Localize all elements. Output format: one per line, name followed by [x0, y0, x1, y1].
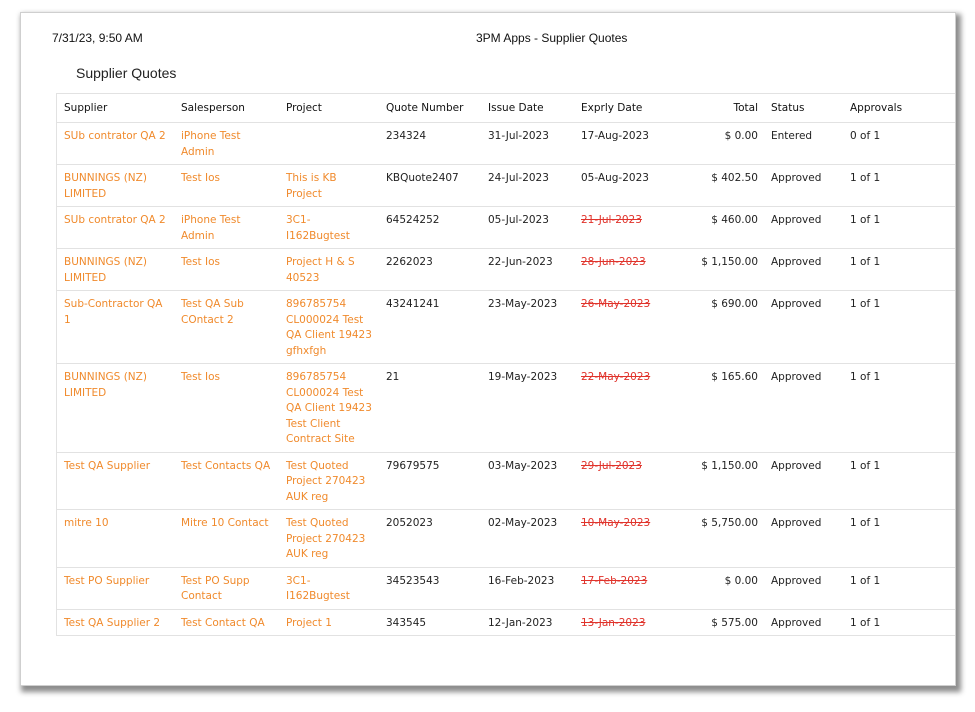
- status-text: Entered: [764, 123, 843, 165]
- issue-date: 23-May-2023: [481, 291, 574, 364]
- quote-number: 43241241: [379, 291, 481, 364]
- quote-number: 34523543: [379, 567, 481, 609]
- quote-number: 343545: [379, 609, 481, 636]
- print-date: 7/31/23, 9:50 AM: [52, 31, 143, 45]
- column-header-expiry-date[interactable]: Exprly Date: [574, 94, 666, 123]
- total-amount: $ 165.60: [666, 364, 764, 453]
- salesperson-link[interactable]: iPhone Test Admin: [174, 123, 279, 165]
- expiry-date: 26-May-2023: [574, 291, 666, 364]
- column-header-issue-date[interactable]: Issue Date: [481, 94, 574, 123]
- issue-date: 31-Jul-2023: [481, 123, 574, 165]
- salesperson-link[interactable]: Test QA Sub COntact 2: [174, 291, 279, 364]
- table-row[interactable]: [57, 291, 956, 364]
- project-link[interactable]: 3C1-I162Bugtest: [279, 207, 379, 249]
- project-link[interactable]: Project H & S 40523: [279, 249, 379, 291]
- issue-date: 16-Feb-2023: [481, 567, 574, 609]
- column-header-approvals[interactable]: Approvals: [843, 94, 956, 123]
- table-row[interactable]: [57, 207, 956, 249]
- status-text: Approved: [764, 452, 843, 510]
- approvals-count: 1 of 1: [843, 165, 956, 207]
- salesperson-link[interactable]: Test Ios: [174, 165, 279, 207]
- supplier-link[interactable]: Sub-Contractor QA 1: [57, 291, 174, 364]
- column-header-supplier[interactable]: Supplier: [57, 94, 174, 123]
- salesperson-link[interactable]: Test Ios: [174, 249, 279, 291]
- quote-number: 79679575: [379, 452, 481, 510]
- expiry-date: 29-Jul-2023: [574, 452, 666, 510]
- approvals-count: 0 of 1: [843, 123, 956, 165]
- table-row[interactable]: [57, 165, 956, 207]
- table-row[interactable]: [57, 510, 956, 568]
- supplier-link[interactable]: Test PO Supplier: [57, 567, 174, 609]
- approvals-count: 1 of 1: [843, 249, 956, 291]
- expiry-date: 10-May-2023: [574, 510, 666, 568]
- supplier-link[interactable]: SUb contrator QA 2: [57, 123, 174, 165]
- salesperson-link[interactable]: iPhone Test Admin: [174, 207, 279, 249]
- total-amount: $ 5,750.00: [666, 510, 764, 568]
- project-link[interactable]: Test Quoted Project 270423 AUK reg: [279, 452, 379, 510]
- expiry-date: 22-May-2023: [574, 364, 666, 453]
- status-text: Approved: [764, 364, 843, 453]
- total-amount: $ 1,150.00: [666, 249, 764, 291]
- issue-date: 24-Jul-2023: [481, 165, 574, 207]
- printed-page: [20, 12, 956, 686]
- approvals-count: 1 of 1: [843, 452, 956, 510]
- supplier-link[interactable]: BUNNINGS (NZ) LIMITED: [57, 249, 174, 291]
- supplier-link[interactable]: BUNNINGS (NZ) LIMITED: [57, 165, 174, 207]
- status-text: Approved: [764, 609, 843, 636]
- total-amount: $ 575.00: [666, 609, 764, 636]
- approvals-count: 1 of 1: [843, 567, 956, 609]
- approvals-count: 1 of 1: [843, 364, 956, 453]
- table-row[interactable]: [57, 249, 956, 291]
- salesperson-link[interactable]: Test Contact QA: [174, 609, 279, 636]
- issue-date: 22-Jun-2023: [481, 249, 574, 291]
- approvals-count: 1 of 1: [843, 609, 956, 636]
- expiry-date: 28-Jun-2023: [574, 249, 666, 291]
- column-header-quote-number[interactable]: Quote Number: [379, 94, 481, 123]
- table-row[interactable]: [57, 567, 956, 609]
- quotes-table-container: [56, 93, 956, 636]
- table-row[interactable]: [57, 364, 956, 453]
- expiry-date: 05-Aug-2023: [574, 165, 666, 207]
- expiry-date: 17-Feb-2023: [574, 567, 666, 609]
- supplier-link[interactable]: BUNNINGS (NZ) LIMITED: [57, 364, 174, 453]
- status-text: Approved: [764, 165, 843, 207]
- salesperson-link[interactable]: Test PO Supp Contact: [174, 567, 279, 609]
- column-header-status[interactable]: Status: [764, 94, 843, 123]
- project-link[interactable]: [279, 123, 379, 165]
- page-title: Supplier Quotes: [76, 65, 177, 81]
- expiry-date: 21-Jul-2023: [574, 207, 666, 249]
- column-header-total[interactable]: Total: [666, 94, 764, 123]
- total-amount: $ 0.00: [666, 567, 764, 609]
- status-text: Approved: [764, 207, 843, 249]
- supplier-quotes-table: [57, 94, 956, 636]
- print-title: 3PM Apps - Supplier Quotes: [476, 31, 628, 45]
- salesperson-link[interactable]: Test Ios: [174, 364, 279, 453]
- issue-date: 02-May-2023: [481, 510, 574, 568]
- quote-number: 21: [379, 364, 481, 453]
- status-text: Approved: [764, 567, 843, 609]
- status-text: Approved: [764, 249, 843, 291]
- project-link[interactable]: This is KB Project: [279, 165, 379, 207]
- supplier-link[interactable]: Test QA Supplier: [57, 452, 174, 510]
- approvals-count: 1 of 1: [843, 291, 956, 364]
- total-amount: $ 460.00: [666, 207, 764, 249]
- quote-number: 64524252: [379, 207, 481, 249]
- supplier-link[interactable]: mitre 10: [57, 510, 174, 568]
- quote-number: 2262023: [379, 249, 481, 291]
- issue-date: 03-May-2023: [481, 452, 574, 510]
- expiry-date: 17-Aug-2023: [574, 123, 666, 165]
- column-header-salesperson[interactable]: Salesperson: [174, 94, 279, 123]
- issue-date: 19-May-2023: [481, 364, 574, 453]
- supplier-link[interactable]: SUb contrator QA 2: [57, 207, 174, 249]
- approvals-count: 1 of 1: [843, 207, 956, 249]
- total-amount: $ 402.50: [666, 165, 764, 207]
- total-amount: $ 1,150.00: [666, 452, 764, 510]
- table-header-row: [57, 94, 956, 123]
- salesperson-link[interactable]: Mitre 10 Contact: [174, 510, 279, 568]
- salesperson-link[interactable]: Test Contacts QA: [174, 452, 279, 510]
- project-link[interactable]: 896785754 CL000024 Test QA Client 19423 gfhxfgh: [279, 291, 379, 364]
- approvals-count: 1 of 1: [843, 510, 956, 568]
- project-link[interactable]: Project 1: [279, 609, 379, 636]
- table-row[interactable]: [57, 123, 956, 165]
- project-link[interactable]: 896785754 CL000024 Test QA Client 19423 Test Client Contract Site: [279, 364, 379, 453]
- total-amount: $ 0.00: [666, 123, 764, 165]
- table-row[interactable]: [57, 609, 956, 636]
- project-link[interactable]: 3C1-I162Bugtest: [279, 567, 379, 609]
- issue-date: 05-Jul-2023: [481, 207, 574, 249]
- project-link[interactable]: Test Quoted Project 270423 AUK reg: [279, 510, 379, 568]
- column-header-project[interactable]: Project: [279, 94, 379, 123]
- quote-number: 234324: [379, 123, 481, 165]
- table-row[interactable]: [57, 452, 956, 510]
- quote-number: 2052023: [379, 510, 481, 568]
- issue-date: 12-Jan-2023: [481, 609, 574, 636]
- status-text: Approved: [764, 291, 843, 364]
- expiry-date: 13-Jan-2023: [574, 609, 666, 636]
- status-text: Approved: [764, 510, 843, 568]
- total-amount: $ 690.00: [666, 291, 764, 364]
- supplier-link[interactable]: Test QA Supplier 2: [57, 609, 174, 636]
- quote-number: KBQuote2407: [379, 165, 481, 207]
